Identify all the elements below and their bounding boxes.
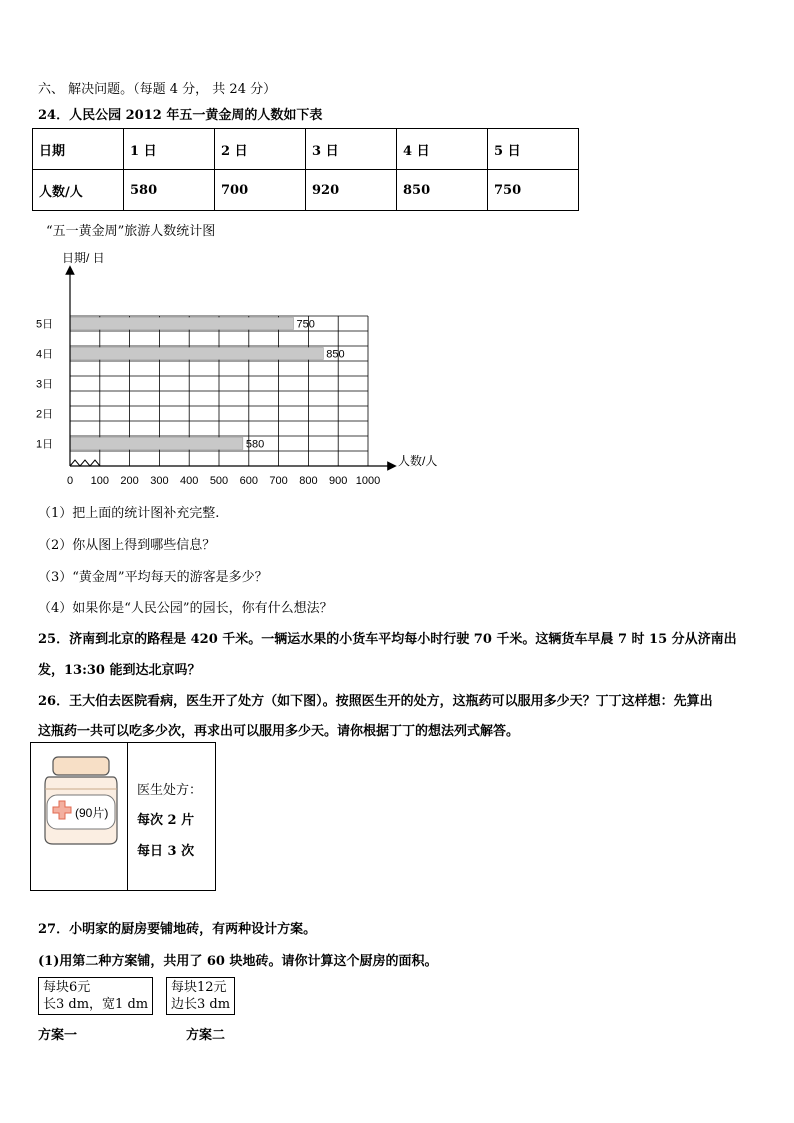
table-cell: 580 (124, 170, 215, 211)
table-header-row (33, 129, 579, 170)
plan-two-price: 每块12元 (171, 980, 227, 995)
x-tick-label: 400 (180, 475, 199, 487)
bar (70, 438, 243, 450)
data-label: 580 (245, 438, 265, 451)
table-cell: 3 日 (306, 129, 397, 170)
plan-two-size: 边长3 dm (171, 997, 231, 1012)
chart-title: “五一黄金周”旅游人数统计图 (46, 224, 216, 239)
x-tick-label: 1000 (355, 475, 381, 487)
bottle-label: (90片) (75, 806, 109, 820)
data-label: 850 (326, 348, 345, 361)
rx-title: 医生处方： (137, 783, 203, 798)
table-cell: 日期 (33, 129, 124, 170)
chart-labels (36, 318, 380, 488)
q27-sub1: (1)用第二种方案铺，共用了 60 块地砖。请你计算这个厨房的面积。 (38, 954, 438, 969)
x-tick-label: 600 (239, 475, 258, 487)
plan-one-price: 每块6元 (43, 980, 91, 995)
plan-one-name: 方案一 (38, 1028, 78, 1043)
data-label: 750 (296, 318, 315, 331)
q25-line2: 发，13:30 能到达北京吗？ (38, 663, 201, 678)
q24-sub1: （1）把上面的统计图补充完整. (38, 506, 220, 521)
rx-dose: 每次 2 片 (137, 813, 195, 828)
x-tick-label: 200 (120, 475, 139, 487)
x-tick-label: 500 (209, 475, 229, 487)
table-cell: 750 (488, 170, 579, 211)
q26-line2: 这瓶药一共可以吃多少次，再求出可以服用多少天。请你根据丁丁的想法列式解答。 (38, 724, 520, 739)
medicine-bottle-icon (39, 755, 123, 847)
q24-sub3: （3）“黄金周”平均每天的游客是多少？ (38, 570, 268, 585)
table-row (33, 170, 579, 211)
bar (70, 318, 294, 330)
y-tick-label: 5日 (36, 318, 54, 331)
table-cell: 700 (215, 170, 306, 211)
q24-sub4: （4）如果你是“人民公园”的园长，你有什么想法？ (38, 601, 333, 616)
x-tick-label: 700 (269, 475, 288, 487)
x-tick-label: 900 (329, 475, 348, 487)
plan-one-size: 长3 dm，宽1 dm (43, 997, 149, 1012)
q27-title: 27．小明家的厨房要铺地砖，有两种设计方案。 (38, 922, 317, 937)
x-axis-label: 人数/人 (398, 454, 438, 468)
y-tick-label: 2日 (36, 408, 54, 421)
prescription-box (30, 742, 216, 891)
x-tick-label: 100 (90, 475, 109, 487)
y-tick-label: 4日 (36, 348, 54, 361)
y-tick-label: 1日 (36, 438, 54, 451)
y-axis-label: 日期/ 日 (62, 251, 105, 265)
table-cell: 920 (306, 170, 397, 211)
table-cell: 4 日 (397, 129, 488, 170)
bar-chart (0, 240, 438, 490)
q24-sub2: （2）你从图上得到哪些信息？ (38, 538, 216, 553)
q26-line1: 26．王大伯去医院看病，医生开了处方（如下图）。按照医生开的处方，这瓶药可以服用多少天？丁丁这样想：先算出 (38, 694, 713, 709)
x-tick-label: 300 (150, 475, 169, 487)
chart-bars (70, 318, 323, 450)
rx-frequency: 每日 3 次 (137, 844, 195, 859)
section-title: 六、 解决问题。（每题 4 分， 共 24 分） (38, 82, 277, 97)
table-cell: 850 (397, 170, 488, 211)
plan-two-card (166, 977, 235, 1015)
x-tick-label: 0 (66, 475, 74, 487)
plan-one-card (38, 977, 153, 1015)
bar (70, 348, 323, 360)
q24-title: 24．人民公园 2012 年五一黄金周的人数如下表 (38, 108, 323, 123)
divider (127, 743, 128, 890)
table-cell: 5 日 (488, 129, 579, 170)
x-tick-label: 800 (299, 475, 318, 487)
table-cell: 1 日 (124, 129, 215, 170)
axis-break-icon (70, 460, 100, 466)
table-cell: 人数/人 (33, 170, 124, 211)
table-cell: 2 日 (215, 129, 306, 170)
q25-line1: 25．济南到北京的路程是 420 千米。一辆运水果的小货车平均每小时行驶 70 千米。这辆货车早晨 7 时 15 分从济南出 (38, 632, 737, 647)
visitor-table (32, 128, 579, 211)
y-tick-label: 3日 (36, 378, 54, 391)
plan-two-name: 方案二 (186, 1028, 226, 1043)
